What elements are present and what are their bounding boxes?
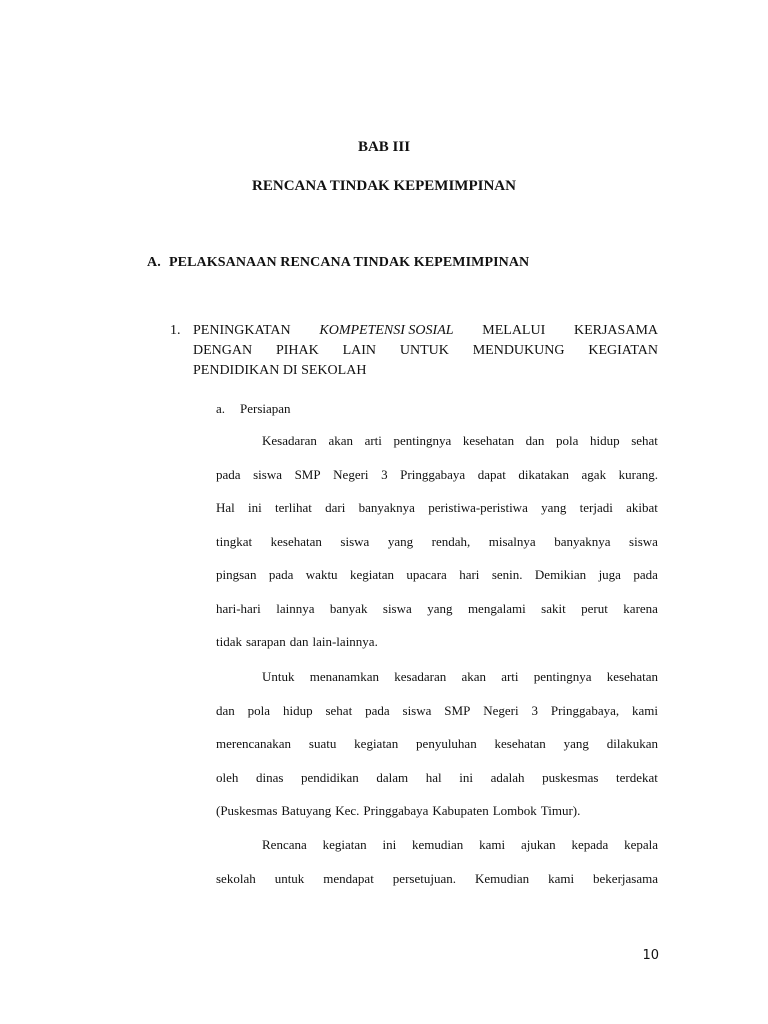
paragraph-line: Rencana kegiatan ini kemudian kami ajukan kepada kepala: [262, 837, 658, 852]
item-line-3: PENDIDIKAN DI SEKOLAH: [193, 363, 367, 378]
item-line1-start: PENINGKATAN: [193, 323, 291, 338]
chapter-title: RENCANA TINDAK KEPEMIMPINAN: [252, 178, 516, 194]
paragraph-line: hari-hari lainnya banyak siswa yang mengalami sakit perut karena: [216, 600, 658, 616]
item-line1-italic: KOMPETENSI SOSIAL: [319, 323, 454, 338]
item-number: 1.: [170, 323, 181, 338]
item-line2-word: DENGAN: [193, 343, 253, 358]
chapter-heading: BAB III: [357, 139, 411, 155]
paragraph-line: sekolah untuk mendapat persetujuan. Kemudian kami bekerjasama: [216, 870, 658, 886]
section-heading: [147, 255, 529, 271]
item-line1-word: KERJASAMA: [573, 323, 658, 338]
item-line2-word: PIHAK: [275, 343, 319, 358]
item-line-1: [193, 321, 658, 341]
page-number: 10: [642, 948, 659, 963]
item-line2-word: UNTUK: [399, 343, 449, 358]
paragraph-line: Hal ini terlihat dari banyaknya peristiwa-peristiwa yang terjadi akibat: [216, 500, 658, 515]
paragraph-line: tidak sarapan dan lain-lainnya.: [216, 634, 378, 649]
paragraph-line: tingkat kesehatan siswa yang rendah, misalnya banyaknya siswa: [216, 533, 658, 549]
paragraph-line: merencanakan suatu kegiatan penyuluhan kesehatan yang dilakukan: [216, 736, 658, 751]
subsection-title: Persiapan: [240, 401, 291, 416]
item-line2-word: LAIN: [342, 343, 377, 358]
paragraph-line: pingsan pada waktu kegiatan upacara hari senin. Demikian juga pada: [216, 567, 658, 582]
numbered-item-1: [170, 321, 658, 381]
item-line-2: [193, 341, 658, 361]
paragraph-line: Untuk menanamkan kesadaran akan arti pentingnya kesehatan: [262, 669, 658, 684]
section-letter: A.: [147, 255, 161, 270]
subsection-letter: a.: [216, 401, 226, 416]
paragraph-line: pada siswa SMP Negeri 3 Pringgabaya dapat dikatakan agak kurang.: [216, 466, 658, 482]
subsection-heading: [216, 401, 291, 417]
section-title: PELAKSANAAN RENCANA TINDAK KEPEMIMPINAN: [169, 255, 530, 270]
paragraph-line: Kesadaran akan arti pentingnya kesehatan dan pola hidup sehat: [262, 433, 658, 448]
paragraph-line: dan pola hidup sehat pada siswa SMP Negeri 3 Pringgabaya, kami: [216, 702, 658, 718]
paragraph-line: oleh dinas pendidikan dalam hal ini adalah puskesmas terdekat: [216, 769, 658, 785]
item-line2-word: MENDUKUNG: [472, 343, 565, 358]
item-line2-word: KEGIATAN: [588, 343, 658, 358]
paragraph-line: (Puskesmas Batuyang Kec. Pringgabaya Kabupaten Lombok Timur).: [216, 803, 581, 818]
item-line1-word: MELALUI: [482, 323, 546, 338]
